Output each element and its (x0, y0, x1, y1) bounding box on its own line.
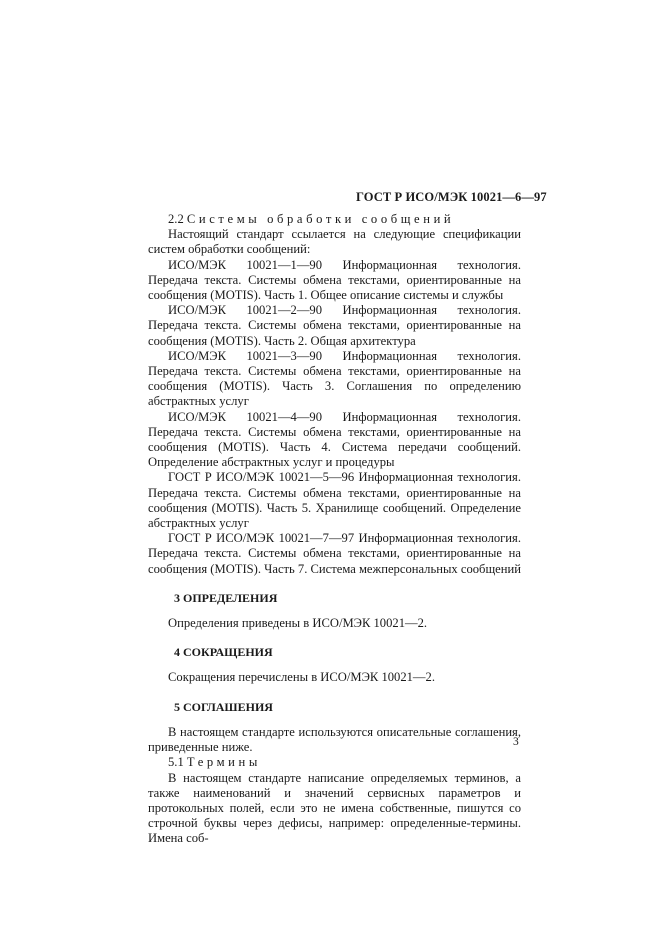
subsection-5-1-text: В настоящем стандарте написание определяемых терминов, а также наименований и значений сервисных параметров и протокольных полей, если это не имена собственные, пишутся со строчной буквы через дефисы, например: определенные-термины. Имена соб- (148, 770, 521, 846)
subsection-2-2-heading: 2.2 Системы обработки сообщений (168, 212, 455, 226)
reference-item: ИСО/МЭК 10021—4—90 Информационная технология. Передача текста. Системы обмена текстами, ориентированные на сообщения (MOTIS). Часть 4. Система передачи сообщений. Определение абстрактных услуг и процедуры (148, 409, 521, 470)
reference-item: ИСО/МЭК 10021—1—90 Информационная технология. Передача текста. Системы обмена текстами, ориентированные на сообщения (MOTIS). Часть 1. Общее описание системы и службы (148, 257, 521, 303)
section-5-text: В настоящем стандарте используются описательные соглашения, приведенные ниже. (148, 724, 521, 755)
section-5-heading: 5 СОГЛАШЕНИЯ (174, 699, 273, 714)
running-header: ГОСТ Р ИСО/МЭК 10021—6—97 (356, 190, 547, 204)
reference-item: ГОСТ Р ИСО/МЭК 10021—5—96 Информационная технология. Передача текста. Системы обмена текстами, ориентированные на сообщения (MOTIS). Часть 5. Хранилище сообщений. Определение абстрактных услуг (148, 470, 521, 531)
section-3-text: Определения приведены в ИСО/МЭК 10021—2. (168, 616, 428, 631)
page-number: 3 (513, 736, 519, 748)
section-3-heading: 3 ОПРЕДЕЛЕНИЯ (174, 590, 278, 605)
section-4-heading: 4 СОКРАЩЕНИЯ (174, 645, 273, 660)
section-4-text: Сокращения перечислены в ИСО/МЭК 10021—2. (168, 670, 435, 685)
subsection-5-1-heading: 5.1 Термины (168, 755, 261, 770)
reference-item: ИСО/МЭК 10021—3—90 Информационная технология. Передача текста. Системы обмена текстами, ориентированные на сообщения (MOTIS). Часть 3. Соглашения по определению абстрактных услуг (148, 348, 521, 409)
reference-item: ИСО/МЭК 10021—2—90 Информационная технология. Передача текста. Системы обмена текстами, ориентированные на сообщения (MOTIS). Часть 2. Общая архитектура (148, 303, 521, 348)
subsection-2-2-intro: Настоящий стандарт ссылается на следующие спецификации систем обработки сообщений: (148, 227, 521, 257)
body-text (148, 212, 521, 847)
reference-item: ГОСТ Р ИСО/МЭК 10021—7—97 Информационная технология. Передача текста. Системы обмена текстами, ориентированные на сообщения (MOTIS). Часть 7. Система межперсональных сообщений (148, 531, 521, 576)
